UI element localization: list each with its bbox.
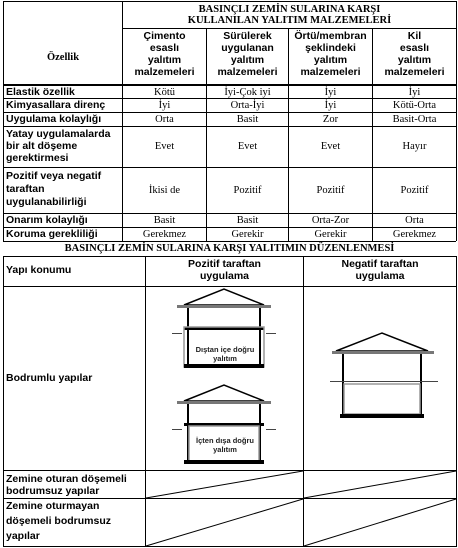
header-line: malzemeleri bbox=[134, 66, 195, 78]
table-cell: Kötü bbox=[154, 87, 175, 98]
row-label: uygulanabilirliği bbox=[6, 196, 87, 208]
diagram-label: İçten dışa doğru bbox=[196, 436, 254, 445]
table-cell: Gerekmez bbox=[142, 229, 187, 240]
diagram-label: yalıtım bbox=[213, 445, 237, 454]
location-header: Yapı konumu bbox=[6, 264, 72, 276]
row-label: gerektirmesi bbox=[6, 152, 69, 164]
table-cell: Orta-Zor bbox=[311, 215, 350, 226]
table-cell: Gerekir bbox=[231, 229, 264, 240]
row-label-suspended-slab: Zemine oturmayan bbox=[6, 500, 100, 512]
table-cell: Evet bbox=[237, 141, 258, 152]
row-label-slab-on-ground: Zemine oturan döşemeli bbox=[6, 473, 127, 485]
header-line: şeklindeki bbox=[305, 42, 356, 54]
row-label-slab-on-ground: bodrumsuz yapılar bbox=[6, 485, 100, 497]
header-line: uygulanan bbox=[221, 42, 274, 54]
row-label: Elastik özellik bbox=[6, 86, 75, 98]
header-line: malzemeleri bbox=[300, 66, 361, 78]
header-line: yalıtım bbox=[313, 54, 348, 66]
row-label-suspended-slab: döşemeli bodrumsuz bbox=[6, 515, 112, 527]
header-line: esaslı bbox=[399, 42, 430, 54]
table-cell: Gerekmez bbox=[392, 229, 437, 240]
row-label: Kimyasallara direnç bbox=[6, 99, 106, 111]
table1-title-line2: KULLANILAN YALITIM MALZEMELERİ bbox=[187, 15, 392, 26]
table-cell: Orta bbox=[155, 114, 174, 125]
row-label: taraftan bbox=[6, 183, 45, 195]
table-cell: Gerekir bbox=[314, 229, 347, 240]
header-line: yalıtım bbox=[147, 54, 182, 66]
table-cell: Basit bbox=[236, 114, 259, 125]
row-label: Yatay uygulamalarda bbox=[6, 128, 111, 140]
row-label: Uygulama kolaylığı bbox=[6, 113, 102, 125]
row-label-basement: Bodrumlu yapılar bbox=[6, 372, 93, 384]
table-cell: Pozitif bbox=[316, 185, 345, 196]
table-cell: İyi bbox=[324, 100, 337, 111]
table-cell: Basit bbox=[153, 215, 176, 226]
table-cell: İyi bbox=[158, 100, 171, 111]
positive-header-line: uygulama bbox=[199, 270, 249, 282]
table-cell: Orta-İyi bbox=[230, 100, 265, 111]
table-cell: Orta bbox=[405, 215, 424, 226]
table-cell: İkisi de bbox=[148, 185, 181, 196]
diagram-label: Dıştan içe doğru bbox=[195, 345, 255, 354]
header-line: Kil bbox=[407, 30, 422, 42]
header-line: yalıtım bbox=[397, 54, 432, 66]
table-cell: Evet bbox=[154, 141, 175, 152]
feature-header: Özellik bbox=[46, 52, 80, 63]
header-line: malzemeleri bbox=[384, 66, 445, 78]
table-cell: Pozitif bbox=[233, 185, 262, 196]
header-line: malzemeleri bbox=[217, 66, 278, 78]
table-cell: Basit bbox=[236, 215, 259, 226]
row-label: Pozitif veya negatif bbox=[6, 170, 102, 182]
row-label-suspended-slab: yapılar bbox=[6, 530, 40, 542]
table-cell: Evet bbox=[320, 141, 341, 152]
row-label: Koruma gerekliliği bbox=[6, 228, 98, 240]
table2-title: BASINÇLI ZEMİN SULARINA KARŞI YALITIMIN DÜZENLENMESİ bbox=[64, 243, 395, 254]
negative-header-line: Negatif taraftan bbox=[341, 258, 419, 270]
house-diagram-inside-out bbox=[172, 383, 276, 469]
table1-title-line1: BASINÇLI ZEMİN SULARINA KARŞI bbox=[198, 4, 381, 15]
row-label: Onarım kolaylığı bbox=[6, 214, 88, 226]
header-line: Örtü/membran bbox=[294, 30, 367, 42]
header-line: esaslı bbox=[149, 42, 180, 54]
diagram-label: yalıtım bbox=[213, 354, 237, 363]
row-label: bir alt döşeme bbox=[6, 140, 78, 152]
header-line: Çimento bbox=[143, 30, 186, 42]
header-line: Sürülerek bbox=[223, 30, 272, 42]
header-line: yalıtım bbox=[230, 54, 265, 66]
negative-header-line: uygulama bbox=[355, 270, 405, 282]
table-cell: İyi bbox=[324, 87, 337, 98]
table-cell: İyi bbox=[408, 87, 421, 98]
house-diagram-negative bbox=[330, 329, 438, 421]
positive-header-line: Pozitif taraftan bbox=[188, 258, 261, 270]
table-cell: İyi-Çok iyi bbox=[224, 87, 271, 98]
table-cell: Kötü-Orta bbox=[392, 100, 437, 111]
table-cell: Hayır bbox=[402, 141, 427, 152]
table-cell: Basit-Orta bbox=[392, 114, 437, 125]
table-cell: Pozitif bbox=[400, 185, 429, 196]
table-cell: Zor bbox=[322, 114, 339, 125]
